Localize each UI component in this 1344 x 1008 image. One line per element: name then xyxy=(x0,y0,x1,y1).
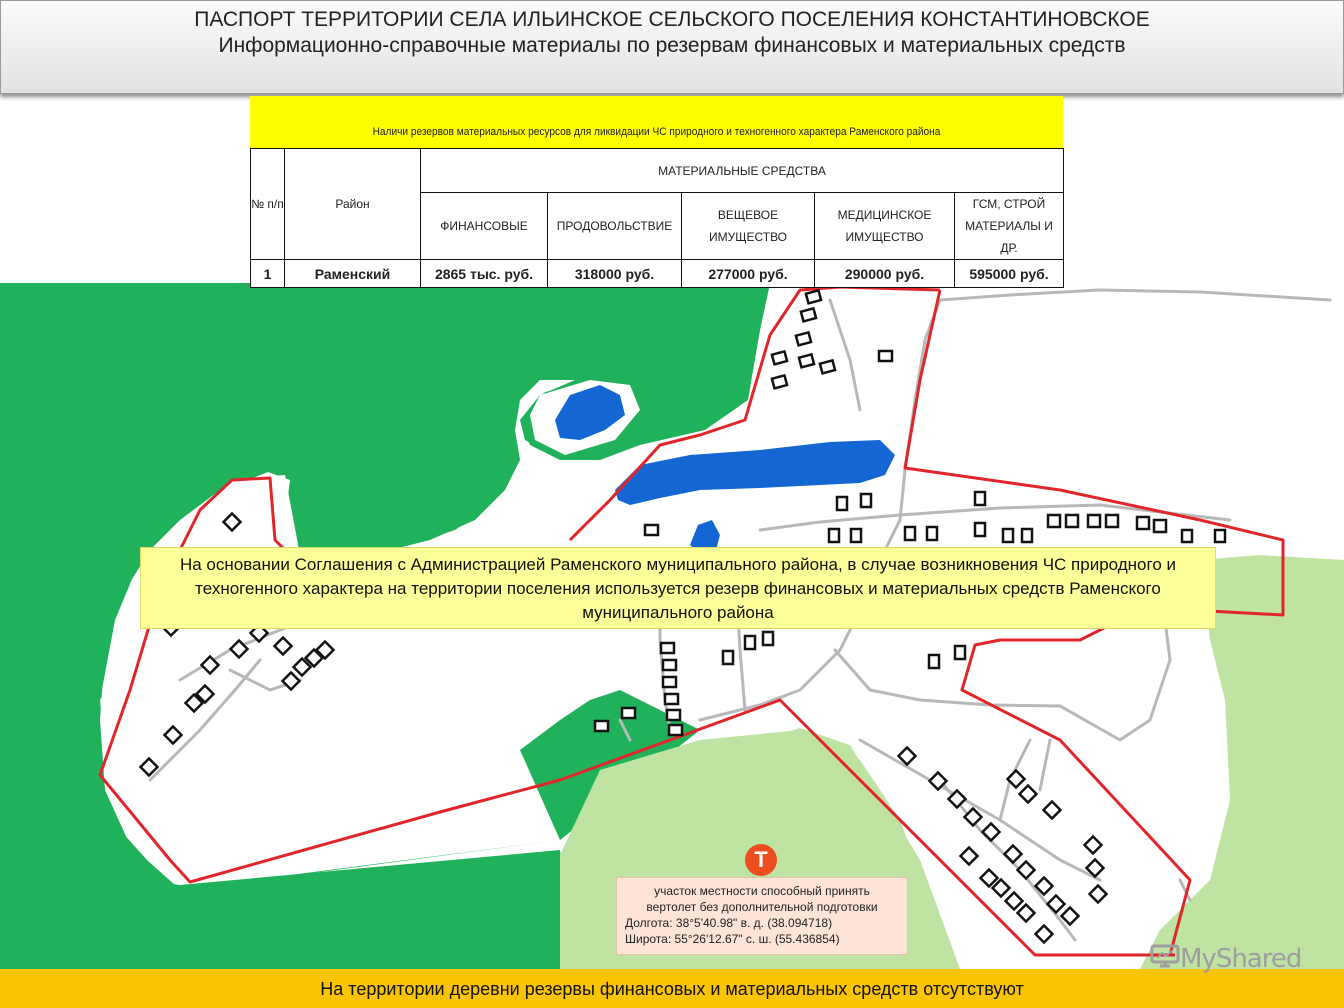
header-clothing: ВЕЩЕВОЕ ИМУЩЕСТВО xyxy=(682,193,815,260)
heli-marker-icon: Т xyxy=(745,844,777,876)
row-clothing: 277000 руб. xyxy=(682,260,815,288)
header-medical: МЕДИЦИНСКОЕ ИМУЩЕСТВО xyxy=(815,193,955,260)
header-food: ПРОДОВОЛЬСТВИЕ xyxy=(548,193,682,260)
agreement-notice: На основании Соглашения с Администрацией Раменского муниципального района, в случае возникновения ЧС природного и техногенного характера на территории поселения используется резерв финансовых и материальных средств Раменского муниципального района xyxy=(140,547,1216,629)
row-district: Раменский xyxy=(285,260,421,288)
myshared-logo-icon xyxy=(1150,944,1180,977)
header-fuel-materials: ГСМ, СТРОЙ МАТЕРИАЛЫ И ДР. xyxy=(955,193,1064,260)
heli-line-2: вертолет без дополнительной подготовки xyxy=(646,900,878,914)
table-caption: Наличи резервов материальных ресурсов для ликвидации ЧС природного и техногенного характера Раменского района xyxy=(372,126,941,138)
row-fuel-materials: 595000 руб. xyxy=(955,260,1064,288)
page-title: ПАСПОРТ ТЕРРИТОРИИ СЕЛА ИЛЬИНСКОЕ СЕЛЬСКОГО ПОСЕЛЕНИЯ КОНСТАНТИНОВСКОЕ xyxy=(194,8,1150,31)
heli-longitude: Долгота: 38°5'40.98" в. д. (38.094718) xyxy=(625,916,833,930)
row-financial: 2865 тыс. руб. xyxy=(421,260,548,288)
page-header xyxy=(0,0,1344,94)
watermark-text: MyShared xyxy=(1180,944,1302,974)
header-material-means: МАТЕРИАЛЬНЫЕ СРЕДСТВА xyxy=(421,149,1064,193)
reserves-table-block xyxy=(250,96,1063,288)
reserves-table xyxy=(250,148,1064,288)
myshared-watermark xyxy=(1150,944,1301,977)
row-medical: 290000 руб. xyxy=(815,260,955,288)
heli-site-info xyxy=(616,877,908,955)
footer-banner: На территории деревни резервы финансовых и материальных средств отсутствуют xyxy=(0,969,1344,1008)
heli-latitude: Широта: 55°26'12.67" с. ш. (55.436854) xyxy=(625,932,840,946)
row-no: 1 xyxy=(251,260,285,288)
heli-line-1: участок местности способный принять xyxy=(654,884,870,898)
header-no: № п/п xyxy=(251,149,285,260)
table-caption-band xyxy=(250,96,1063,148)
page-subtitle: Информационно-справочные материалы по резервам финансовых и материальных средств xyxy=(218,34,1126,57)
header-district: Район xyxy=(285,149,421,260)
row-food: 318000 руб. xyxy=(548,260,682,288)
header-financial: ФИНАНСОВЫЕ xyxy=(421,193,548,260)
